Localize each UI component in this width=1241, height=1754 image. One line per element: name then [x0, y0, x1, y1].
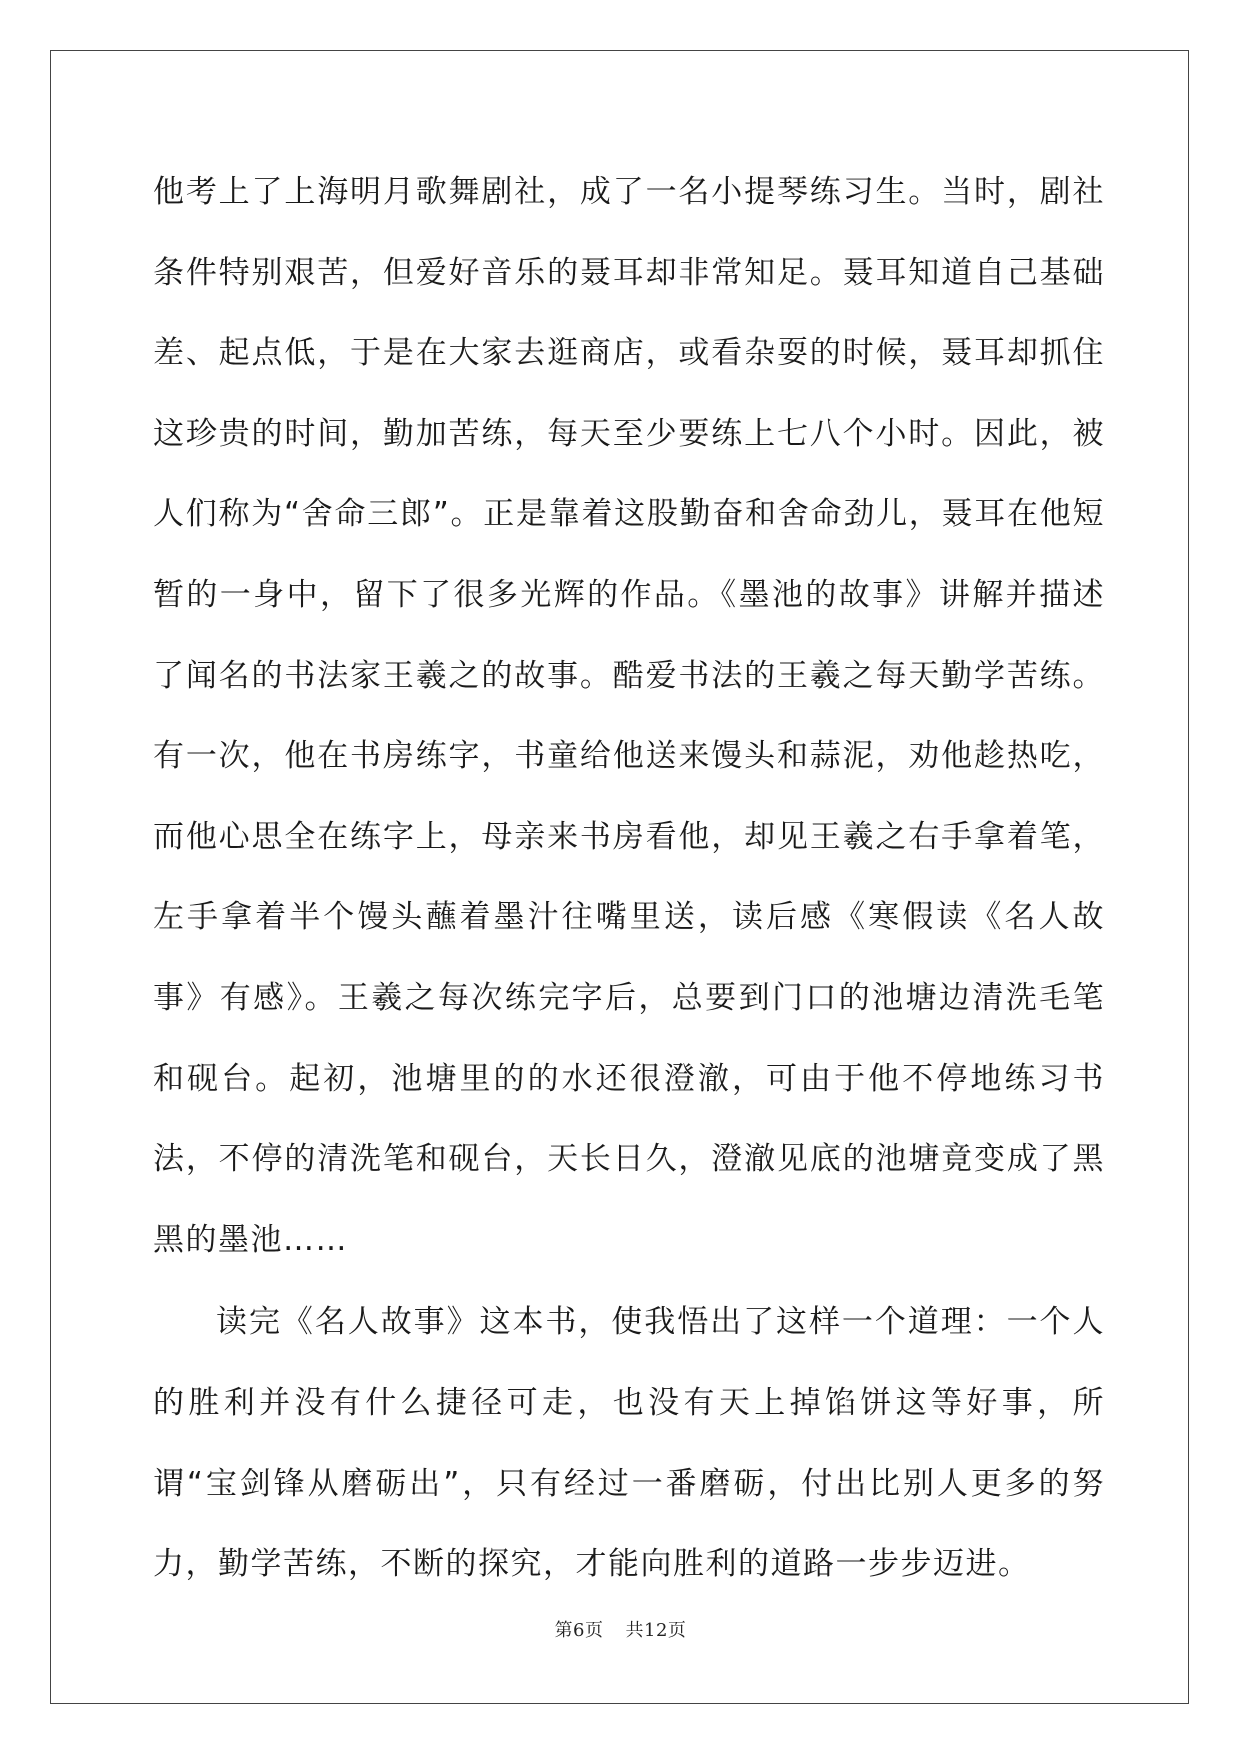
page-total: 共12页 [625, 1620, 687, 1641]
document-body [153, 152, 1105, 1605]
page-footer [0, 1616, 1241, 1642]
paragraph-2: 读完《名人故事》这本书，使我悟出了这样一个道理：一个人的胜利并没有什么捷径可走，也没有天上掉馅饼这等好事，所谓“宝剑锋从磨砺出”，只有经过一番磨砺，付出比别人更多的努力，勤学苦练，不断的探究，才能向胜利的道路一步步迈进。 [153, 1304, 1105, 1583]
page-number: 第6页 [554, 1620, 604, 1641]
paragraph-1: 他考上了上海明月歌舞剧社，成了一名小提琴练习生。当时，剧社条件特别艰苦，但爱好音乐的聂耳却非常知足。聂耳知道自己基础差、起点低，于是在大家去逛商店，或看杂耍的时候，聂耳却抓住这珍贵的时间，勤加苦练，每天至少要练上七八个小时。因此，被人们称为“舍命三郎”。正是靠着这股勤奋和舍命劲儿，聂耳在他短暂的一身中，留下了很多光辉的作品。《墨池的故事》讲解并描述了闻名的书法家王羲之的故事。酷爱书法的王羲之每天勤学苦练。有一次，他在书房练字，书童给他送来馒头和蒜泥，劝他趁热吃，而他心思全在练字上，母亲来书房看他，却见王羲之右手拿着笔，左手拿着半个馒头蘸着墨汁往嘴里送，读后感《寒假读《名人故事》有感》。王羲之每次练完字后，总要到门口的池塘边清洗毛笔和砚台。起初，池塘里的的水还很澄澈，可由于他不停地练习书法，不停的清洗笔和砚台，天长日久，澄澈见底的池塘竟变成了黑黑的墨池…… [153, 174, 1105, 1258]
